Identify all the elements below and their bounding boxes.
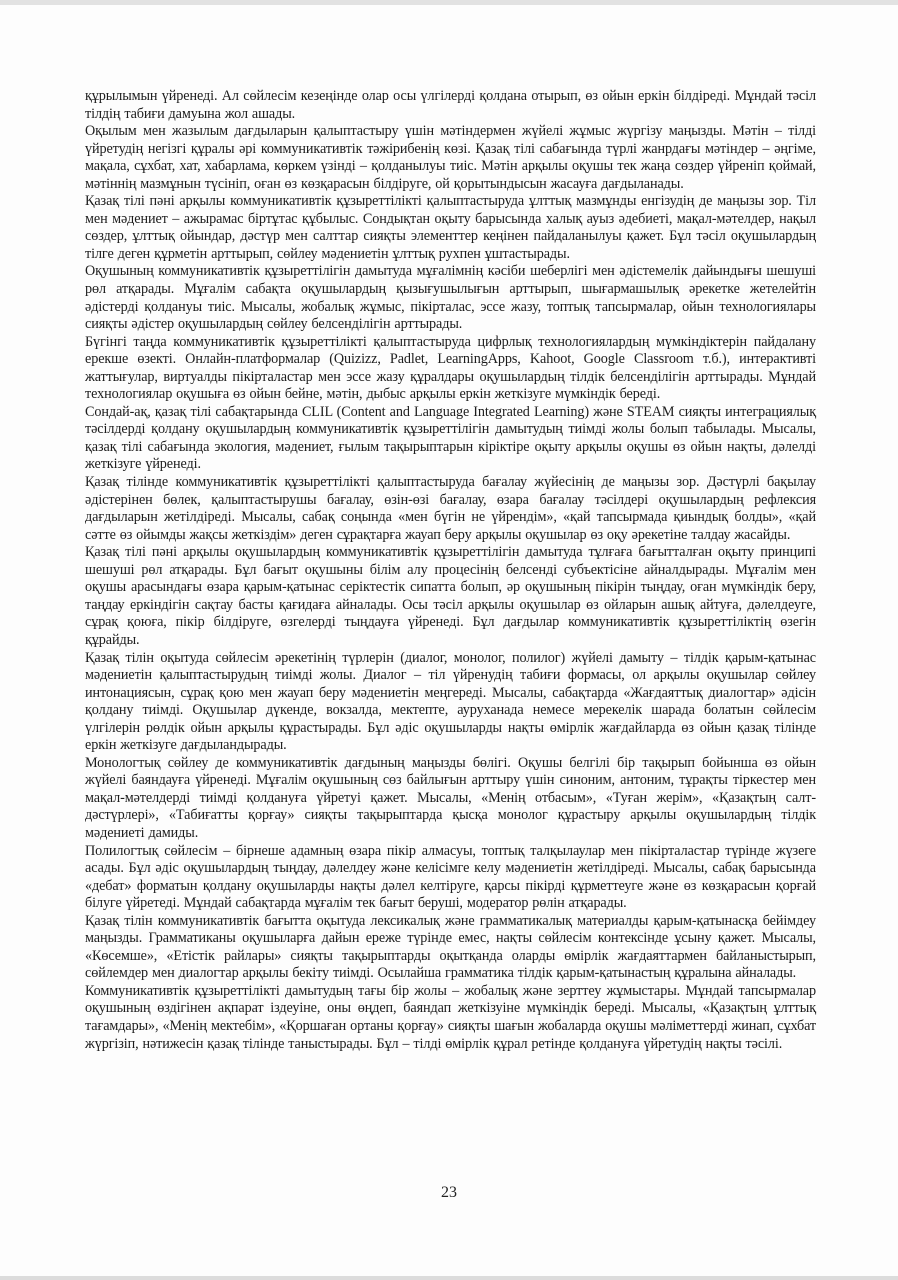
paragraph-11: Полилогтық сөйлесім – бірнеше адамның өзара пікір алмасуы, топтық талқылаулар мен пікірталастар түрінде жүзеге асады. Бұл әдіс оқушылардың тыңдау, дәлелдеу және келісімге келу мәдениетін жетілдіреді. Мысалы, сабақ барысында «дебат» форматын қолдану оқушыларды нақты дәлел келтіруге, қарсы пікірді құрметтеуге және өз көзқарасын қорғай білуге үйретеді. Мұндай сабақтарда мұғалім тек бағыт беруші, модератор рөлін атқарады. [85,842,816,912]
paragraph-9: Қазақ тілін оқытуда сөйлесім әрекетінің түрлерін (диалог, монолог, полилог) жүйелі дамыту – тілдік қарым-қатынас мәдениетін қалыптастырудың тиімді жолы. Диалог – тіл үйренудің табиғи формасы, ол арқылы оқушылар сөйлеу интонациясын, сұрақ қою мен жауап беру мәдениетін меңгереді. Мысалы, сабақтарда «Жағдаяттық диалогтар» әдісін қолдану тиімді. Оқушылар дүкенде, вокзалда, мектепте, ауруханада немесе мерекелік шарада болатын сөйлесім үлгілерін рөлдік ойын арқылы құрастырады. Бұл әдіс оқушыларды нақты өмірлік жағдайларда өз ойын қазақ тілінде еркін жеткізуге дағдыландырады. [85,649,816,754]
paragraph-2: Оқылым мен жазылым дағдыларын қалыптастыру үшін мәтіндермен жүйелі жұмыс жүргізу маңызды. Мәтін – тілді үйретудің негізгі құралы әрі коммуникативтік тәжірибенің көзі. Қазақ тілі сабағында түрлі жанрдағы мәтіндер – әңгіме, мақала, сұхбат, хат, хабарлама, көркем үзінді – қолданылуы тиіс. Мәтін арқылы оқушы тек жаңа сөздер үйреніп қоймай, мәтіннің мазмұнын түсініп, оған өз көзқарасын білдіруге, ой қорытындысын жасауға дағдыланады. [85,123,816,192]
paragraph-3: Қазақ тілі пәні арқылы коммуникативтік құзыреттілікті қалыптастыруда ұлттық мазмұнды енгізудің де маңызы зор. Тіл мен мәдениет – ажырамас біртұтас құбылыс. Сондықтан оқыту барысында халық ауыз әдебиеті, мақал-мәтелдер, нақыл сөздер, ұлттық ойындар, дәстүр мен салттар сияқты элементтер кеңінен пайдаланылуы қажет. Бұл тәсіл оқушылардың тілге деген құрметін арттырып, сөйлеу мәдениетін ұлттық рухпен ұштастырады. [85,193,816,262]
paragraph-5: Бүгінгі таңда коммуникативтік құзыреттілікті қалыптастыруда цифрлық технологиялардың мүмкіндіктерін пайдалану ерекше өзекті. Онлайн-платформалар (Quizizz, Padlet, LearningApps, Kahoot, Google Classroom т.б.), интерактивті жаттығулар, виртуалды пікірталастар мен эссе жазу құралдары оқушылардың тілдік белсенділігін арттырады. Мұндай технологиялар оқушыға өз ойын бейне, мәтін, дыбыс арқылы еркін жеткізуге мүмкіндік береді. [85,333,816,403]
paragraph-13: Коммуникативтік құзыреттілікті дамытудың тағы бір жолы – жобалық және зерттеу жұмыстары. Мұндай тапсырмалар оқушының өздігінен ақпарат іздеуіне, оны өңдеп, баяндап жеткізуіне мүмкіндік береді. Мысалы, «Қазақтың ұлттық тағамдары», «Менің мектебім», «Қоршаған ортаны қорғау» сияқты шағын жобаларда оқушы мәліметтерді жинап, сұхбат жүргізіп, нәтижесін қазақ тілінде таныстырады. Бұл – тілді өмірлік құрал ретінде қолдануға үйретудің нақты тәсілі. [85,982,816,1052]
paragraph-10: Монологтық сөйлеу де коммуникативтік дағдының маңызды бөлігі. Оқушы белгілі бір тақырып бойынша өз ойын жүйелі баяндауға үйренеді. Мұғалім оқушының сөз байлығын арттыру үшін синоним, антоним, тұрақты тіркестер мен мақал-мәтелдерді тиімді қолдануға үйретуі қажет. Мысалы, «Менің отбасым», «Туған жерім», «Қазақтың салт-дәстүрлері», «Табиғатты қорғау» сияқты тақырыптарда қысқа монолог құрастыру арқылы оқушылардың тілдік мәдениеті дамиды. [85,754,816,841]
paragraph-8: Қазақ тілі пәні арқылы оқушылардың коммуникативтік құзыреттілігін дамытуда тұлғаға бағытталған оқыту принципі шешуші рөл атқарады. Бұл бағыт оқушыны білім алу процесінің белсенді субъектісіне айналдырады. Мұғалім мен оқушы арасындағы өзара қарым-қатынас серіктестік сипатта болып, әр оқушының пікірін тыңдау, оған мүмкіндік беру, таңдау еркіндігін сақтау басты қағидаға айналады. Осы тәсіл арқылы оқушылар өз ойларын ашық айтуға, дәлелдеуге, сұрақ қоюға, пікір білдіруге, өзгелерді тыңдауға үйренеді. Бұл дағдылар коммуникативтік құзыреттіліктің өзегін құрайды. [85,544,816,648]
paragraph-4: Оқушының коммуникативтік құзыреттілігін дамытуда мұғалімнің кәсіби шеберлігі мен әдістемелік дайындығы шешуші рөл атқарады. Мұғалім сабақта оқушылардың қызығушылығын арттырып, шығармашылық әрекетке жетелейтін әдістерді қолдануы тиіс. Мысалы, жобалық жұмыс, пікірталас, эссе жазу, топтық тапсырмалар, ойын технологиялары сияқты әдістер оқушылардың сөйлеу белсенділігін арттырады. [85,263,816,333]
document-body [85,88,816,1053]
paragraph-12: Қазақ тілін коммуникативтік бағытта оқытуда лексикалық және грамматикалық материалды қарым-қатынасқа бейімдеу маңызды. Грамматиканы оқушыларға дайын ереже түрінде емес, нақты сөйлесім контексінде ұсыну қажет. Мысалы, «Көсемше», «Етістік райлары» сияқты тақырыптарды оқытқанда оларды өмірлік жағдаяттармен байланыстырып, сөйлемдер мен диалогтар арқылы бекіту тиімді. Осылайша грамматика тілдік қарым-қатынастың құралына айналады. [85,912,816,982]
page-number: 23 [441,1184,457,1201]
paragraph-6: Сондай-ақ, қазақ тілі сабақтарында CLIL (Content and Language Integrated Learning) және STEAM сияқты интеграциялық тәсілдерді қолдану оқушылардың коммуникативтік құзыреттілігін дамытудың тиімді жолы болып табылады. Мысалы, қазақ тілі сабағында экология, мәдениет, ғылым тақырыптарын кіріктіре оқыту арқылы оқушы өз ойын нақты, дәлелді жеткізуге үйренеді. [85,403,816,473]
scan-edge-top [0,0,898,5]
paragraph-7: Қазақ тілінде коммуникативтік құзыреттілікті қалыптастыруда бағалау жүйесінің де маңызы зор. Дәстүрлі бақылау әдістерінен бөлек, қалыптастырушы бағалау, өзін-өзі бағалау, өзара бағалау тәсілдері оқушылардың рефлексия дағдыларын жетілдіреді. Мысалы, сабақ соңында «мен бүгін не үйрендім», «қай тапсырмада қиындық болды», «қай сәтте өз ойымды жақсы жеткіздім» деген сұрақтарға жауап беру арқылы оқушылар өз оқу әрекетіне талдау жасайды. [85,474,816,543]
paragraph-1: құрылымын үйренеді. Ал сөйлесім кезеңінде олар осы үлгілерді қолдана отырып, өз ойын еркін білдіреді. Мұндай тәсіл тілдің табиғи дамуына жол ашады. [85,88,816,122]
scan-edge-bottom [0,1276,898,1280]
